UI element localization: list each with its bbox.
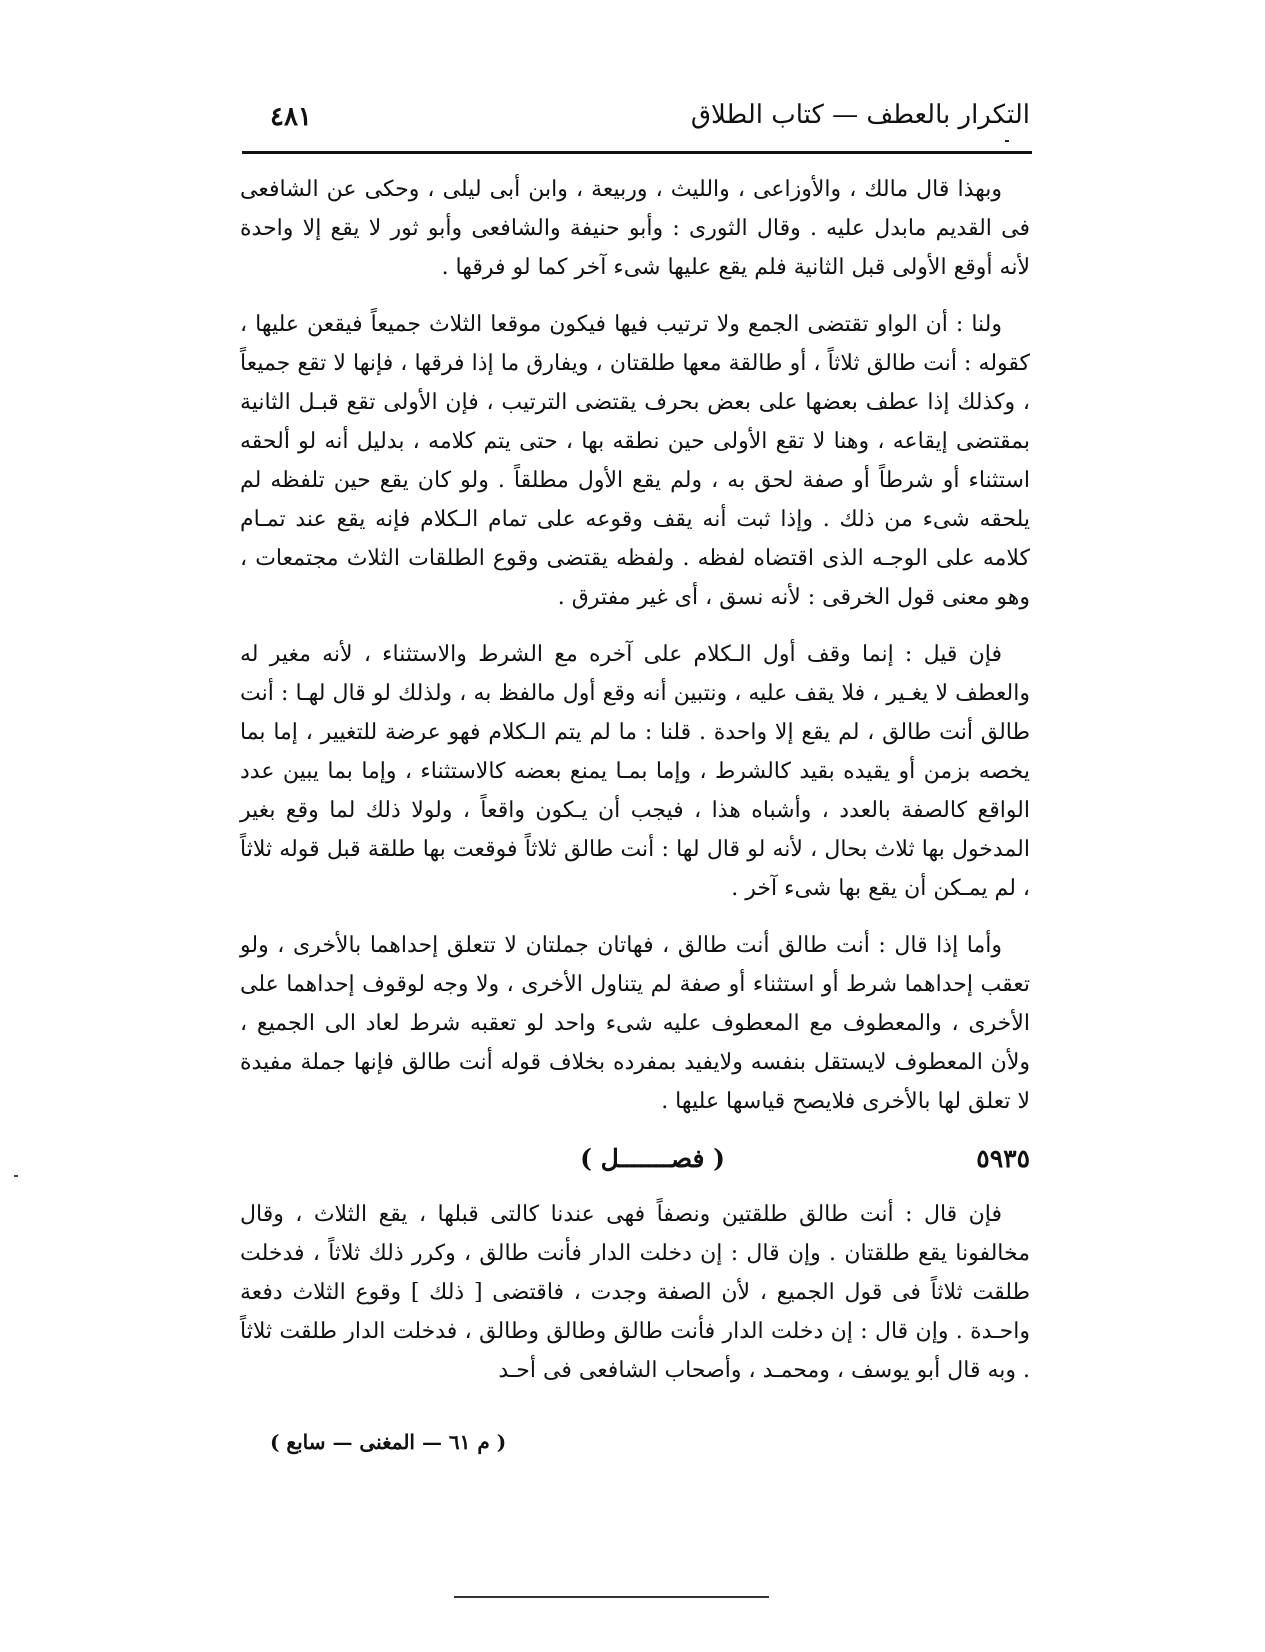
paragraph-4: وأما إذا قال : أنت طالق أنت طالق ، فهاتان جملتان لا تتعلق إحداهما بالأخرى ، ولو تعقب إحداهما شرط أو استثناء أو صفة لم يتناول الأخرى ، ولا وجه لوقوف إحداهما على الأخرى ، والمعطوف مع المعطوف عليه شىء واحد لو تعقبه شرط لعاد الى الجميع ، ولأن المعطوف لايستقل بنفسه ولايفيد بمفرده بخلاف قوله أنت طالق فإنها جملة مفيدة لا تعلق لها بالأخرى فلايصح قياسها عليها . xyxy=(240,933,1030,1114)
section-heading xyxy=(240,1139,1030,1181)
section-title: ( فصـــــــل ) xyxy=(580,1144,725,1173)
signature-note: ( م ٦١ — المغنى — سابع ) xyxy=(270,1430,507,1454)
print-mark xyxy=(1005,140,1009,142)
section-number: ٥٩٣٥ xyxy=(976,1144,1030,1173)
running-title: التكرار بالعطف — كتاب الطلاق xyxy=(690,100,1030,130)
paragraph-3: فإن قيل : إنما وقف أول الـكلام على آخره مع الشرط والاستثناء ، لأنه مغير له والعطف لا يغـير ، فلا يقف عليه ، ونتبين أنه وقع أول مالفظ به ، ولذلك لو قال لهـا : أنت طالق أنت طالق ، لم يقع إلا واحدة . قلنا : ما لم يتم الـكلام فهو عرضة للتغيير ، إما بما يخصه بزمن أو يقيده بقيد كالشرط ، وإما بمـا يمنع بعضه كالاستثناء ، وإما بما يبين عدد الواقع كالصفة بالعدد ، وأشباه هذا ، فيجب أن يـكون واقعاً ، ولولا ذلك لما وقع بغير المدخول بها ثلاث بحال ، لأنه لو قال لها : أنت طالق ثلاثاً فوقعت بها طلقة قبل قوله ثلاثاً ، لم يمـكن أن يقع بها شىء آخر . xyxy=(240,642,1030,901)
paragraph-2: ولنا : أن الواو تقتضى الجمع ولا ترتيب فيها فيكون موقعا الثلاث جميعاً فيقعن عليها ، كقوله : أنت طالق ثلاثاً ، أو طالقة معها طلقتان ، ويفارق ما إذا فرقها ، فإنها لا تقع جميعاً ، وكذلك إذا عطف بعضها على بعض بحرف يقتضى الترتيب ، فإن الأولى تقع قبـل الثانية بمقتضى إيقاعه ، وهنا لا تقع الأولى حين نطقه بها ، حتى يتم كلامه ، بدليل أنه لو ألحقه استثناء أو شرطاً أو صفة لحق به ، ولم يقع الأول مطلقاً . ولو كان يقع حين تلفظه لم يلحقه شىء من ذلك . وإذا ثبت أنه يقف وقوعه على تمام الـكلام فإنه يقع عند تمـام كلامه على الوجـه الذى اقتضاه لفظه . ولفظه يقتضى وقوع الطلقات الثلاث مجتمعات ، وهو معنى قول الخرقى : لأنه نسق ، أى غير مفترق . xyxy=(240,312,1030,610)
page-body xyxy=(240,170,1030,1408)
page-header xyxy=(240,96,1030,148)
bottom-divider xyxy=(454,1596,769,1598)
paragraph-1: وبهذا قال مالك ، والأوزاعى ، والليث ، وربيعة ، وابن أبى ليلى ، وحكى عن الشافعى فى القديم مابدل عليه . وقال الثورى : وأبو حنيفة والشافعى وأبو ثور لا يقع إلا واحدة لأنه أوقع الأولى قبل الثانية فلم يقع عليها شىء آخر كما لو فرقها . xyxy=(240,177,1030,280)
header-divider xyxy=(242,151,1032,154)
section-paragraph-1: فإن قال : أنت طالق طلقتين ونصفاً فهى عندنا كالتى قبلها ، يقع الثلاث ، وقال مخالفونا يقع طلقتان . وإن قال : إن دخلت الدار فأنت طالق ، وكرر ذلك ثلاثاً ، فدخلت طلقت ثلاثاً فى قول الجميع ، لأن الصفة وجدت ، فاقتضى [ ذلك ] وقوع الثلاث دفعة واحـدة . وإن قال : إن دخلت الدار فأنت طالق وطالق وطالق ، فدخلت الدار طلقت ثلاثاً . وبه قال أبو يوسف ، ومحمـد ، وأصحاب الشافعى فى أحـد xyxy=(240,1202,1030,1383)
page-number: ٤٨١ xyxy=(270,102,312,132)
margin-mark xyxy=(14,1175,18,1177)
